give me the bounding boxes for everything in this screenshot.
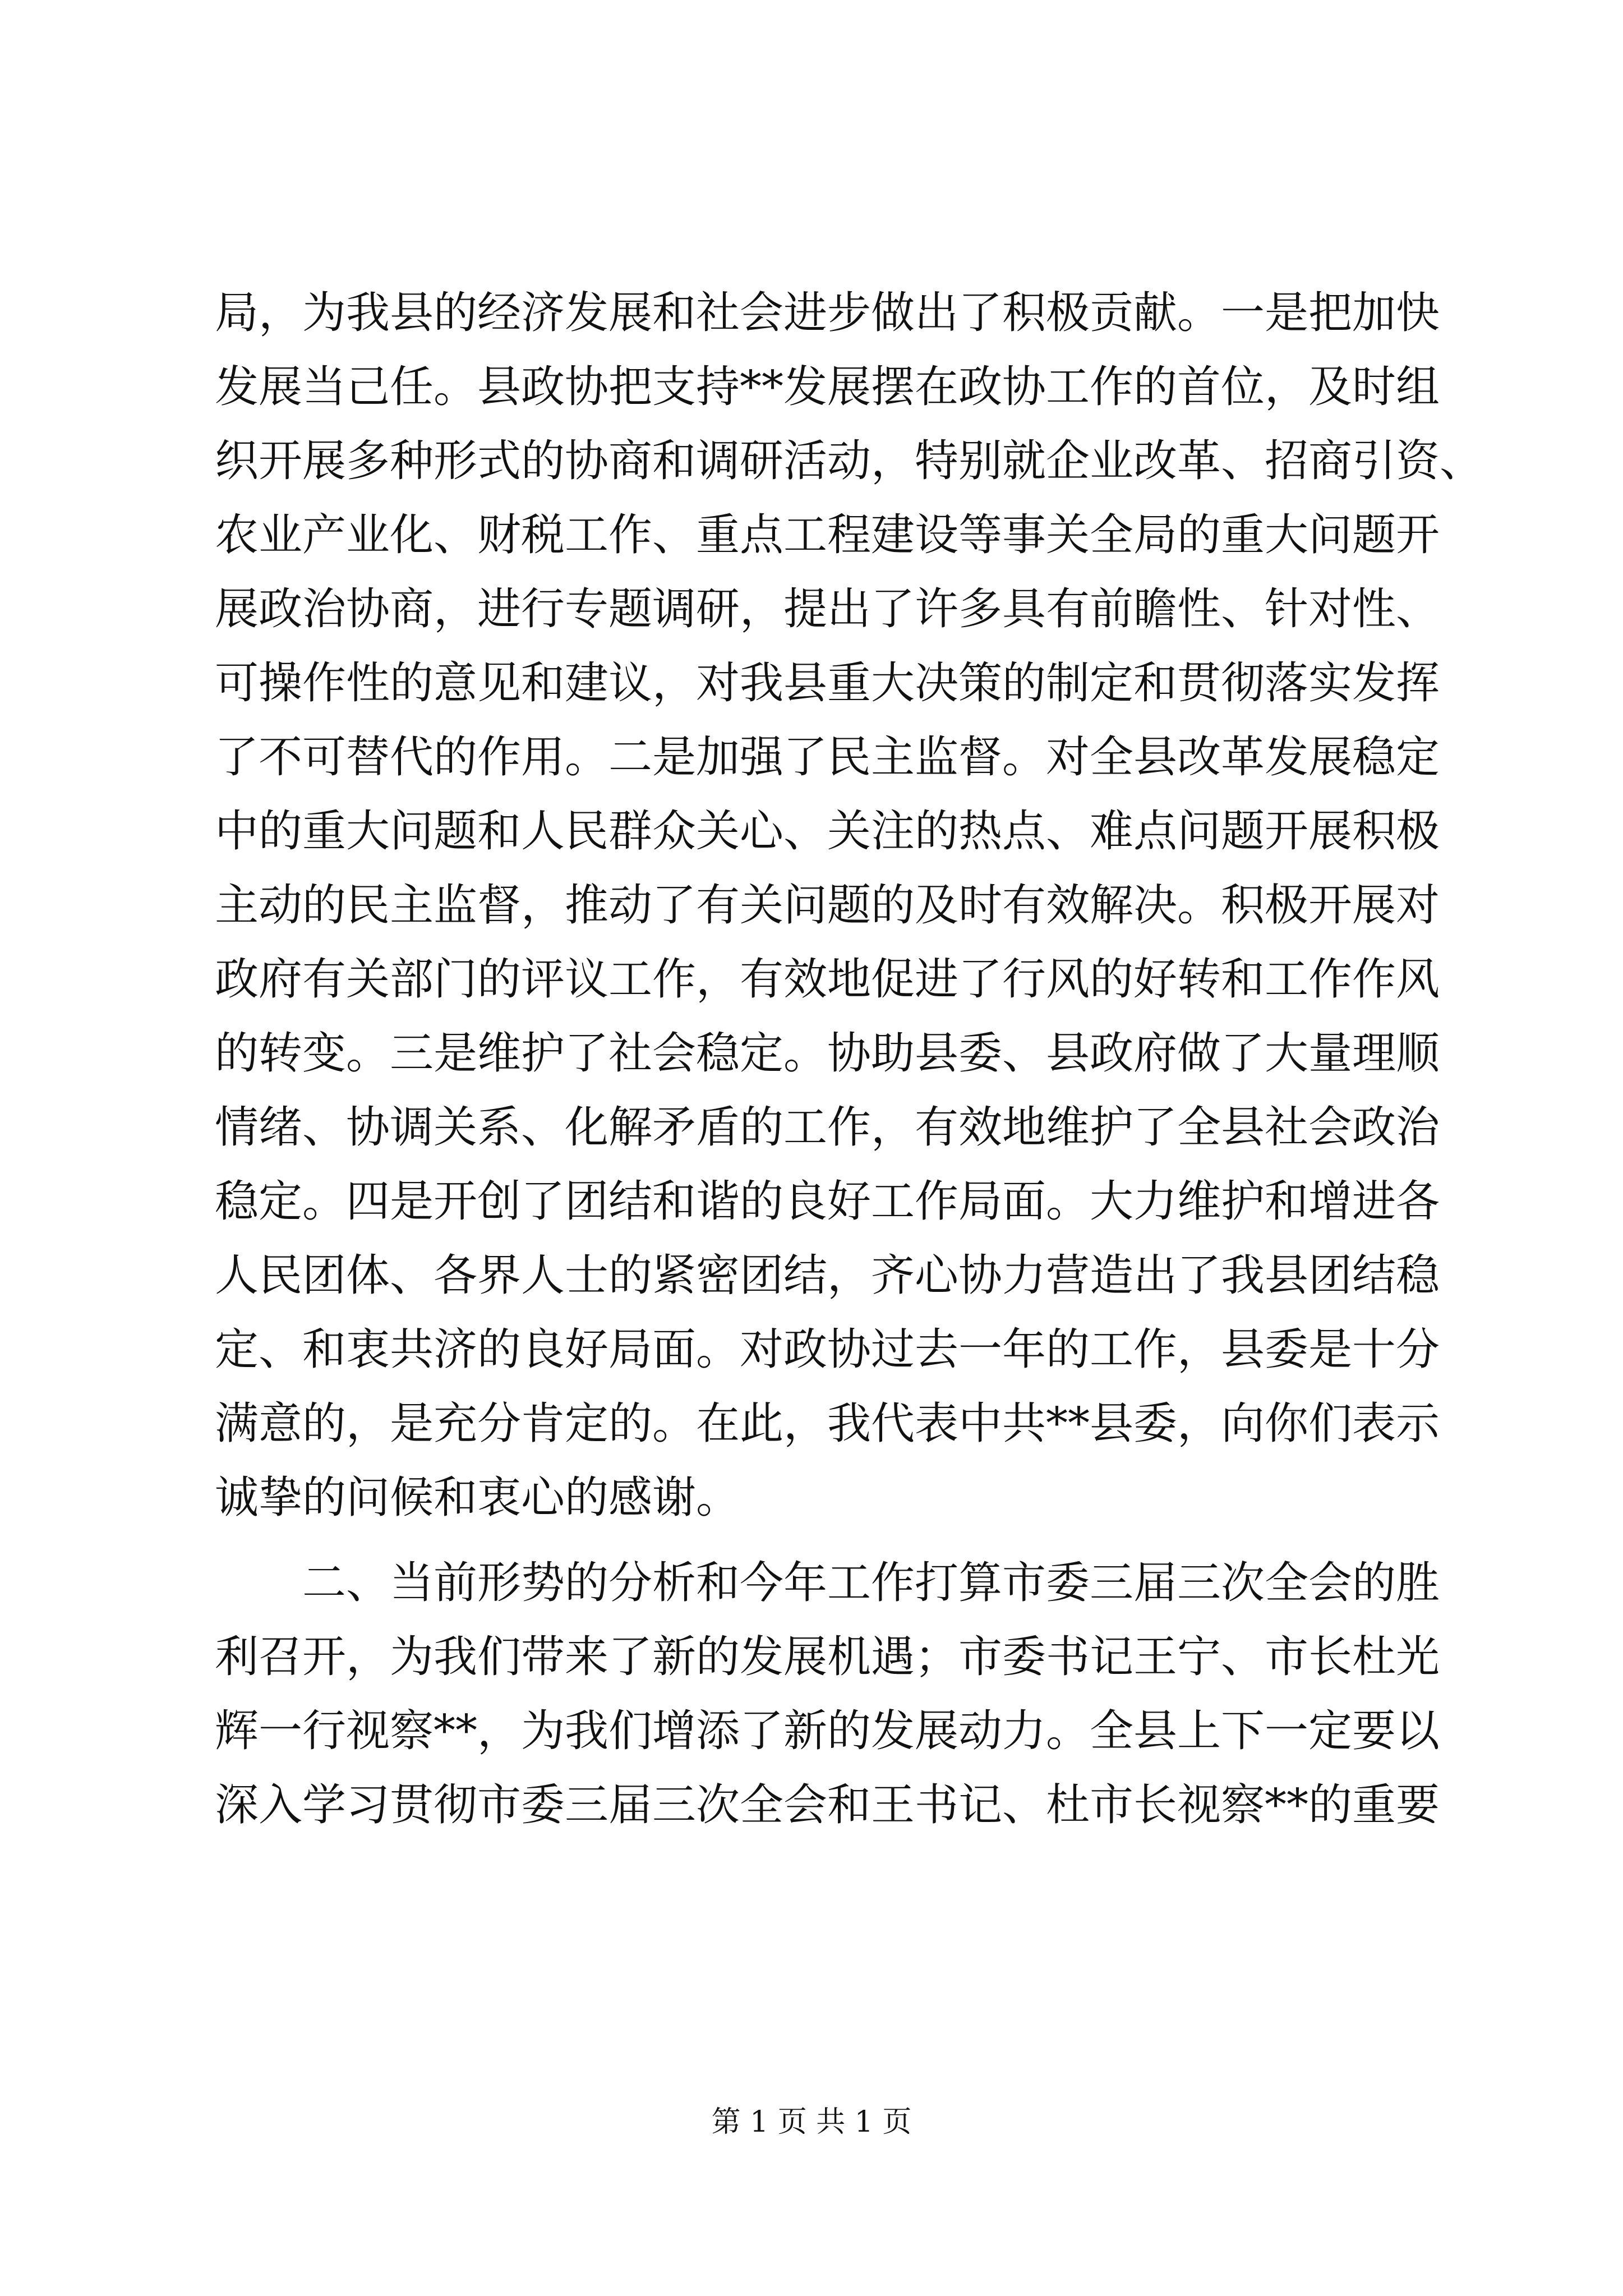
body-line: 中的重大问题和人民群众关心、关注的热点、难点问题开展积极 [215,806,1440,857]
body-line: 展政治协商，进行专题调研，提出了许多具有前瞻性、针对性、 [215,584,1440,634]
body-line: 可操作性的意见和建议，对我县重大决策的制定和贯彻落实发挥 [215,658,1440,708]
body-line: 利召开，为我们带来了新的发展机遇；市委书记王宁、市长杜光 [215,1632,1440,1682]
body-line: 织开展多种形式的协商和调研活动，特别就企业改革、招商引资、 [215,436,1484,486]
body-line: 农业产业化、财税工作、重点工程建设等事关全局的重大问题开 [215,510,1440,560]
body-line: 满意的，是充分肯定的。在此，我代表中共**县委，向你们表示 [215,1398,1440,1449]
body-line: 二、当前形势的分析和今年工作打算市委三届三次全会的胜 [302,1558,1440,1608]
body-line: 诚挚的问候和衷心的感谢。 [215,1473,740,1523]
body-line: 辉一行视察**，为我们增添了新的发展动力。全县上下一定要以 [215,1706,1440,1756]
body-line: 稳定。四是开创了团结和谐的良好工作局面。大力维护和增进各 [215,1176,1440,1227]
body-line: 定、和衷共济的良好局面。对政协过去一年的工作，县委是十分 [215,1324,1440,1375]
page-number-footer: 第 1 页 共 1 页 [711,2105,912,2139]
body-line: 发展当己任。县政协把支持**发展摆在政协工作的首位，及时组 [215,362,1440,412]
body-line: 局，为我县的经济发展和社会进步做出了积极贡献。一是把加快 [215,288,1440,338]
body-line: 情绪、协调关系、化解矛盾的工作，有效地维护了全县社会政治 [215,1102,1440,1153]
body-line: 深入学习贯彻市委三届三次全会和王书记、杜市长视察**的重要 [215,1780,1440,1830]
body-line: 的转变。三是维护了社会稳定。协助县委、县政府做了大量理顺 [215,1028,1440,1079]
body-line: 政府有关部门的评议工作，有效地促进了行风的好转和工作作风 [215,954,1440,1005]
body-line: 主动的民主监督，推动了有关问题的及时有效解决。积极开展对 [215,880,1440,931]
body-line: 人民团体、各界人士的紧密团结，齐心协力营造出了我县团结稳 [215,1250,1440,1301]
body-line: 了不可替代的作用。二是加强了民主监督。对全县改革发展稳定 [215,732,1440,783]
